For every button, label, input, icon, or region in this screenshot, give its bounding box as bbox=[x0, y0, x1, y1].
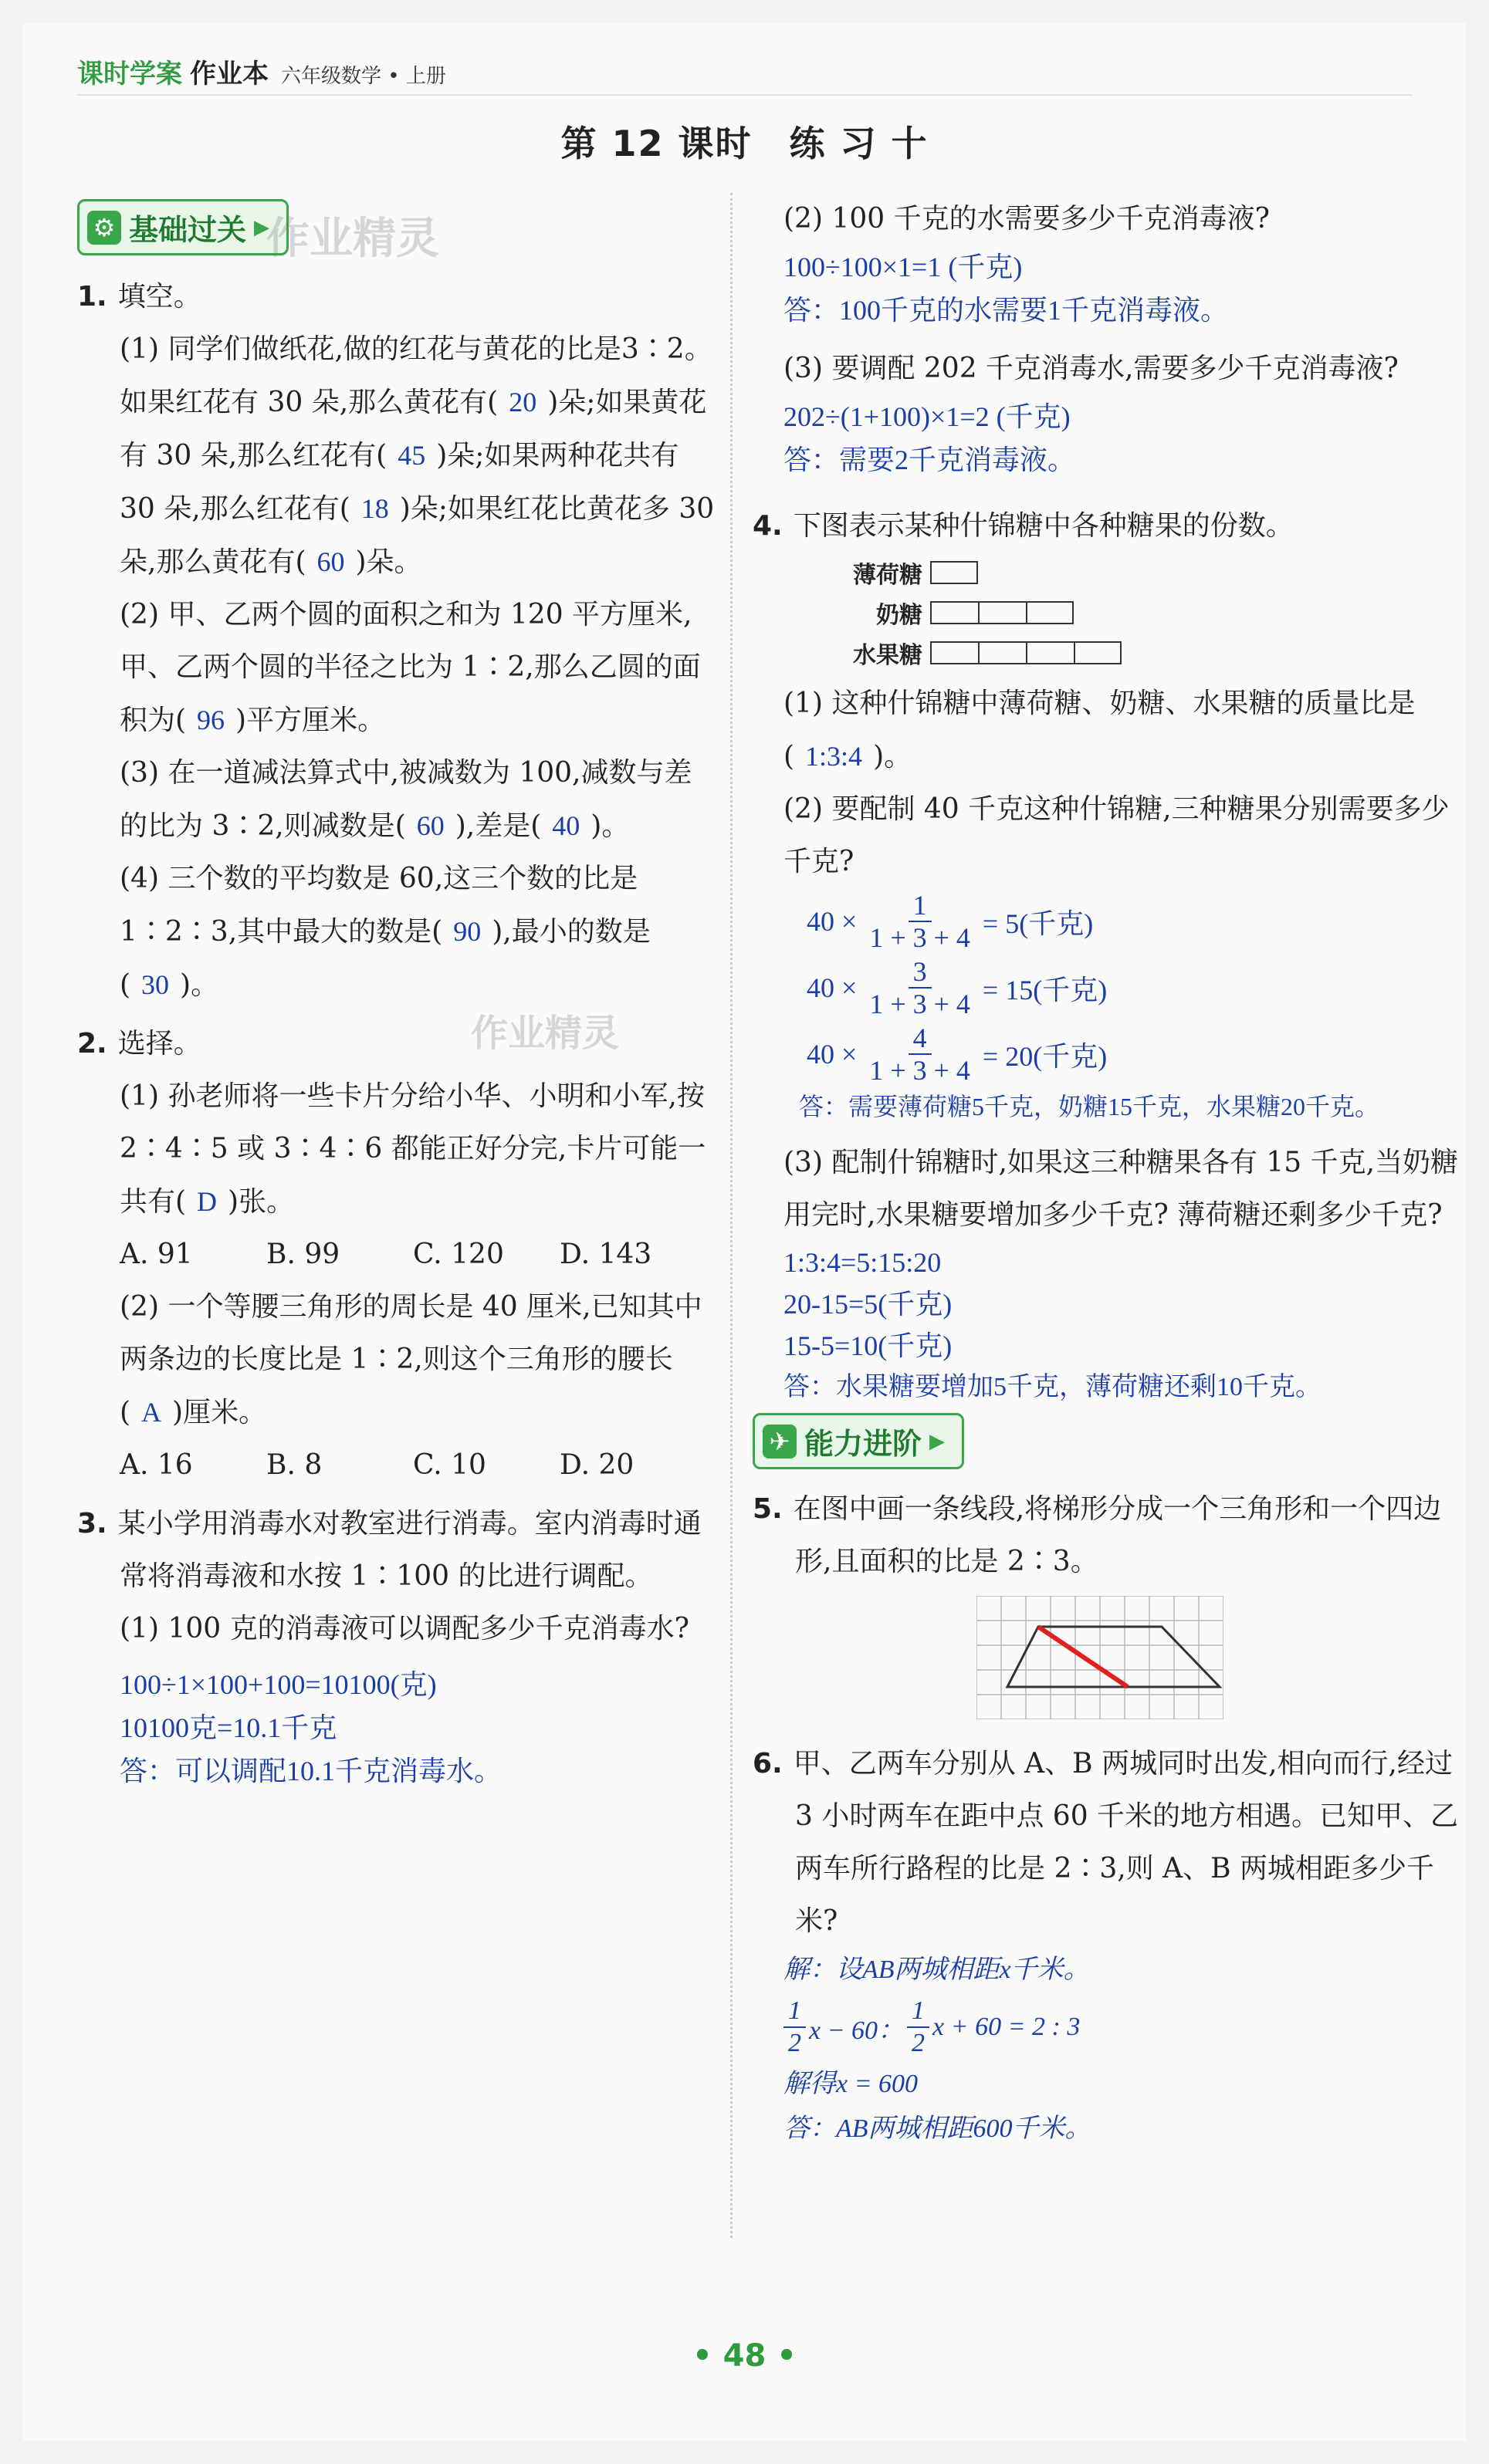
watermark: 作业精灵 bbox=[266, 214, 439, 264]
frac-den: 2 bbox=[912, 2029, 926, 2057]
question-6 bbox=[753, 1738, 1470, 1948]
answer-blank: 45 bbox=[398, 440, 426, 471]
answer-blank: 20 bbox=[509, 387, 537, 417]
q2-p2-text-c: )厘米。 bbox=[172, 1397, 267, 1428]
candy-label: 水果糖 bbox=[853, 642, 922, 669]
q4-part2 bbox=[753, 783, 1470, 888]
answer-blank: 30 bbox=[141, 969, 170, 1000]
section-advanced bbox=[753, 1413, 964, 1469]
q4-p1-text-c: )。 bbox=[873, 741, 912, 772]
question-3 bbox=[77, 1498, 718, 1655]
q3-part3 bbox=[753, 343, 1470, 395]
trapezoid-grid bbox=[976, 1596, 1223, 1719]
answer-blank: 40 bbox=[552, 810, 580, 841]
q2-p1-text-c: )张。 bbox=[228, 1186, 295, 1218]
candy-row-milk bbox=[783, 593, 1470, 633]
answer-blank: 1:3:4 bbox=[805, 741, 863, 772]
section-basic bbox=[77, 199, 289, 255]
q1-p1-text-a: (1) 同学们做纸花,做的红花与黄花的比是3∶2。如果红花有 30 朵,那么黄花有( bbox=[120, 333, 712, 418]
q1-number: 1. bbox=[77, 281, 107, 313]
q3-stem: 某小学用消毒水对教室进行消毒。室内消毒时通常将消毒液和水按 1∶100 的比进行调配。 bbox=[117, 1508, 702, 1592]
q2-part2 bbox=[77, 1281, 718, 1439]
answer-blank: 90 bbox=[453, 916, 482, 947]
answer-line: 答：AB两城相距600千米。 bbox=[783, 2114, 1091, 2143]
answer-line: 答：需要薄荷糖5千克，奶糖15千克，水果糖20千克。 bbox=[799, 1093, 1380, 1120]
q1-stem: 填空。 bbox=[117, 281, 201, 313]
q1-part1 bbox=[77, 323, 718, 589]
chevron-right-icon: ▶ bbox=[929, 1429, 946, 1453]
option: C. 120 bbox=[413, 1239, 504, 1270]
q4-p3-text: (3) 配制什锦糖时,如果这三种糖果各有 15 千克,当奶糖用完时,水果糖要增加多少千克? 薄荷糖还剩多少千克? bbox=[783, 1147, 1459, 1231]
option: A. 16 bbox=[120, 1449, 193, 1481]
dividing-segment bbox=[1038, 1627, 1128, 1687]
q1-p3-text-c: ),差是( bbox=[455, 810, 542, 842]
fraction-row bbox=[807, 888, 1470, 955]
right-column bbox=[753, 193, 1470, 2151]
q4-stem: 下图表示某种什锦糖中各种糖果的份数。 bbox=[793, 510, 1294, 542]
gear-icon: ⚙ bbox=[87, 211, 121, 245]
answer-line: 答：100千克的水需要1千克消毒液。 bbox=[783, 295, 1229, 326]
q1-p4-text-a: (4) 三个数的平均数是 60,这三个数的比是1∶2∶3,其中最大的数是( bbox=[120, 863, 638, 948]
q1-p4-text-d: )。 bbox=[180, 969, 219, 1001]
question-2 bbox=[77, 1018, 718, 1492]
q5-stem: 在图中画一条线段,将梯形分成一个三角形和一个四边形,且面积的比是 2∶3。 bbox=[793, 1493, 1442, 1577]
q6-answer bbox=[753, 1948, 1470, 2151]
candy-diagram bbox=[783, 553, 1470, 673]
answer-blank: 60 bbox=[316, 546, 345, 577]
q3-number: 3. bbox=[77, 1508, 107, 1540]
frac-den: 1 + 3 + 4 bbox=[869, 922, 970, 953]
brand: 课时学案 bbox=[77, 59, 182, 90]
q3-part2 bbox=[753, 193, 1470, 245]
q2-p1-options bbox=[77, 1229, 718, 1281]
frac-num: 4 bbox=[909, 1022, 932, 1055]
frac-lead: 40 × bbox=[807, 972, 858, 1003]
q3-part1: (1) 100 克的消毒液可以调配多少千克消毒水? bbox=[120, 1613, 689, 1644]
frac-result: = 15(千克) bbox=[982, 974, 1108, 1006]
answer-blank: 18 bbox=[360, 493, 389, 524]
candy-label: 薄荷糖 bbox=[853, 562, 922, 589]
option: B. 99 bbox=[266, 1239, 340, 1270]
q2-part1 bbox=[77, 1070, 718, 1229]
fraction bbox=[865, 956, 975, 1019]
answer-line: 100÷100×1=1 (千克) bbox=[783, 252, 1023, 282]
eq-part-b: x + 60 = 2 : 3 bbox=[932, 2013, 1081, 2041]
q2-number: 2. bbox=[77, 1028, 107, 1060]
q4-number: 4. bbox=[753, 510, 783, 542]
option: D. 143 bbox=[560, 1239, 652, 1270]
frac-num: 1 bbox=[907, 1996, 929, 2028]
q1-part3 bbox=[77, 747, 718, 853]
q4-p1-text-a: (1) 这种什锦糖中薄荷糖、奶糖、水果糖的质量比是( bbox=[783, 688, 1416, 772]
candy-row-fruit bbox=[783, 633, 1470, 673]
frac-lead: 40 × bbox=[807, 906, 858, 937]
question-4 bbox=[753, 500, 1470, 553]
q1-p1-text-f: )朵。 bbox=[355, 546, 422, 578]
question-5 bbox=[753, 1483, 1470, 1588]
answer-line: 解得x = 600 bbox=[783, 2070, 919, 2098]
chevron-right-icon: ▶ bbox=[254, 215, 270, 239]
option: B. 8 bbox=[266, 1449, 323, 1481]
section-basic-label: 基础过关 bbox=[129, 213, 247, 247]
q1-p1-text-e: )朵;如果红花比黄花多 30 朵,那么黄花有( bbox=[120, 493, 715, 578]
option: A. 91 bbox=[120, 1239, 193, 1270]
fraction-row bbox=[807, 955, 1470, 1021]
frac-den: 2 bbox=[788, 2029, 801, 2057]
frac-den: 1 + 3 + 4 bbox=[869, 1055, 970, 1086]
q3-p3-answer bbox=[753, 395, 1470, 482]
q6-number: 6. bbox=[753, 1748, 783, 1780]
answer-blank: D bbox=[197, 1186, 218, 1217]
q1-p2-text-c: )平方厘米。 bbox=[235, 705, 386, 736]
question-1 bbox=[77, 271, 718, 1012]
option: C. 10 bbox=[413, 1449, 486, 1481]
frac-num: 1 bbox=[909, 890, 932, 922]
q4-part1 bbox=[753, 678, 1470, 783]
candy-row-mint bbox=[783, 553, 1470, 593]
q1-p2-text-a: (2) 甲、乙两个圆的面积之和为 120 平方厘米,甲、乙两个圆的半径之比为 1∶2,那么乙圆的面积为( bbox=[120, 599, 701, 736]
section-advanced-label: 能力进阶 bbox=[804, 1427, 922, 1461]
q3-p2-text: (2) 100 千克的水需要多少千克消毒液? bbox=[783, 203, 1270, 235]
fraction-row bbox=[807, 1021, 1470, 1087]
trapezoid-figure bbox=[976, 1596, 1470, 1722]
answer-line: 20-15=5(千克) bbox=[783, 1289, 953, 1320]
q1-p1-text-d: )朵;如果两种花共有 30 朵,那么红花有( bbox=[120, 440, 679, 525]
answer-blank: 60 bbox=[416, 810, 445, 841]
brand-book: 作业本 bbox=[190, 59, 269, 90]
option: D. 20 bbox=[560, 1449, 635, 1481]
header-subtitle: 六年级数学 • 上册 bbox=[281, 65, 446, 88]
watermark: 作业精灵 bbox=[471, 1012, 620, 1055]
q4-p3-answer bbox=[753, 1242, 1470, 1408]
q6-stem: 甲、乙两车分别从 A、B 两城同时出发,相向而行,经过 3 小时两车在距中点 60 千米的地方相遇。已知甲、乙两车所行路程的比是 2∶3,则 A、B 两城相距多少千米? bbox=[793, 1748, 1459, 1937]
answer-line: 答：水果糖要增加5千克，薄荷糖还剩10千克。 bbox=[783, 1373, 1321, 1401]
header-rule bbox=[77, 94, 1413, 96]
fraction bbox=[907, 1996, 929, 2059]
answer-line: 答：可以调配10.1千克消毒水。 bbox=[120, 1756, 503, 1786]
left-column bbox=[77, 193, 718, 1793]
answer-line: 答：需要2千克消毒液。 bbox=[783, 444, 1076, 475]
q3-p1-answer bbox=[77, 1663, 718, 1793]
q4-p2-answer bbox=[753, 888, 1470, 1126]
running-icon: ✈ bbox=[763, 1425, 797, 1458]
q2-p1-text-a: (1) 孙老师将一些卡片分给小华、小明和小军,按 2∶4∶5 或 3∶4∶6 都能正好分完,卡片可能一共有( bbox=[120, 1080, 706, 1218]
answer-line: 解：设AB两城相距x千米。 bbox=[783, 1955, 1090, 1984]
answer-line: 1:3:4=5:15:20 bbox=[783, 1247, 942, 1278]
header bbox=[77, 52, 446, 90]
frac-result: = 20(千克) bbox=[982, 1040, 1108, 1072]
q1-p1-text-c: )朵;如果黄花有 30 朵,那么红花有( bbox=[120, 387, 707, 472]
fraction bbox=[865, 890, 975, 953]
answer-blank: A bbox=[141, 1397, 162, 1428]
answer-line: 10100克=10.1千克 bbox=[120, 1712, 337, 1743]
q1-part4 bbox=[77, 853, 718, 1012]
q1-p3-text-a: (3) 在一道减法算式中,被减数为 100,减数与差的比为 3∶2,则减数是( bbox=[120, 757, 692, 842]
q4-p2-text: (2) 要配制 40 千克这种什锦糖,三种糖果分别需要多少千克? bbox=[783, 793, 1450, 877]
equation-line bbox=[783, 1992, 1470, 2062]
q3-p3-text: (3) 要调配 202 千克消毒水,需要多少千克消毒液? bbox=[783, 353, 1399, 384]
column-divider bbox=[730, 193, 733, 2238]
fraction bbox=[865, 1022, 975, 1086]
answer-line: 15-5=10(千克) bbox=[783, 1330, 953, 1361]
q2-stem: 选择。 bbox=[117, 1028, 201, 1060]
q2-p2-options bbox=[77, 1439, 718, 1492]
grid-lines bbox=[976, 1596, 1223, 1719]
q5-number: 5. bbox=[753, 1493, 783, 1525]
frac-num: 3 bbox=[909, 956, 932, 989]
eq-part-a: x − 60： bbox=[809, 2016, 905, 2045]
q1-part2 bbox=[77, 589, 718, 747]
frac-lead: 40 × bbox=[807, 1039, 858, 1070]
q3-p2-answer bbox=[753, 245, 1470, 332]
answer-line: 100÷1×100+100=10100(克) bbox=[120, 1669, 437, 1700]
frac-result: = 5(千克) bbox=[982, 908, 1094, 939]
q1-p4-text-c: ),最小的数是( bbox=[120, 916, 651, 1001]
answer-line: 202÷(1+100)×1=2 (千克) bbox=[783, 401, 1071, 432]
frac-num: 1 bbox=[783, 1996, 806, 2028]
q1-p3-text-d: )。 bbox=[591, 810, 630, 842]
page-title: 第 12 课时 练 习 十 bbox=[560, 123, 929, 164]
q2-p2-text-a: (2) 一个等腰三角形的周长是 40 厘米,已知其中两条边的长度比是 1∶2,则这个三角形的腰长( bbox=[120, 1291, 702, 1428]
q4-part3 bbox=[753, 1137, 1470, 1242]
frac-den: 1 + 3 + 4 bbox=[869, 989, 970, 1019]
page-number: • 48 • bbox=[692, 2338, 797, 2374]
answer-blank: 96 bbox=[197, 705, 225, 735]
fraction bbox=[783, 1996, 806, 2059]
candy-label: 奶糖 bbox=[876, 602, 922, 629]
